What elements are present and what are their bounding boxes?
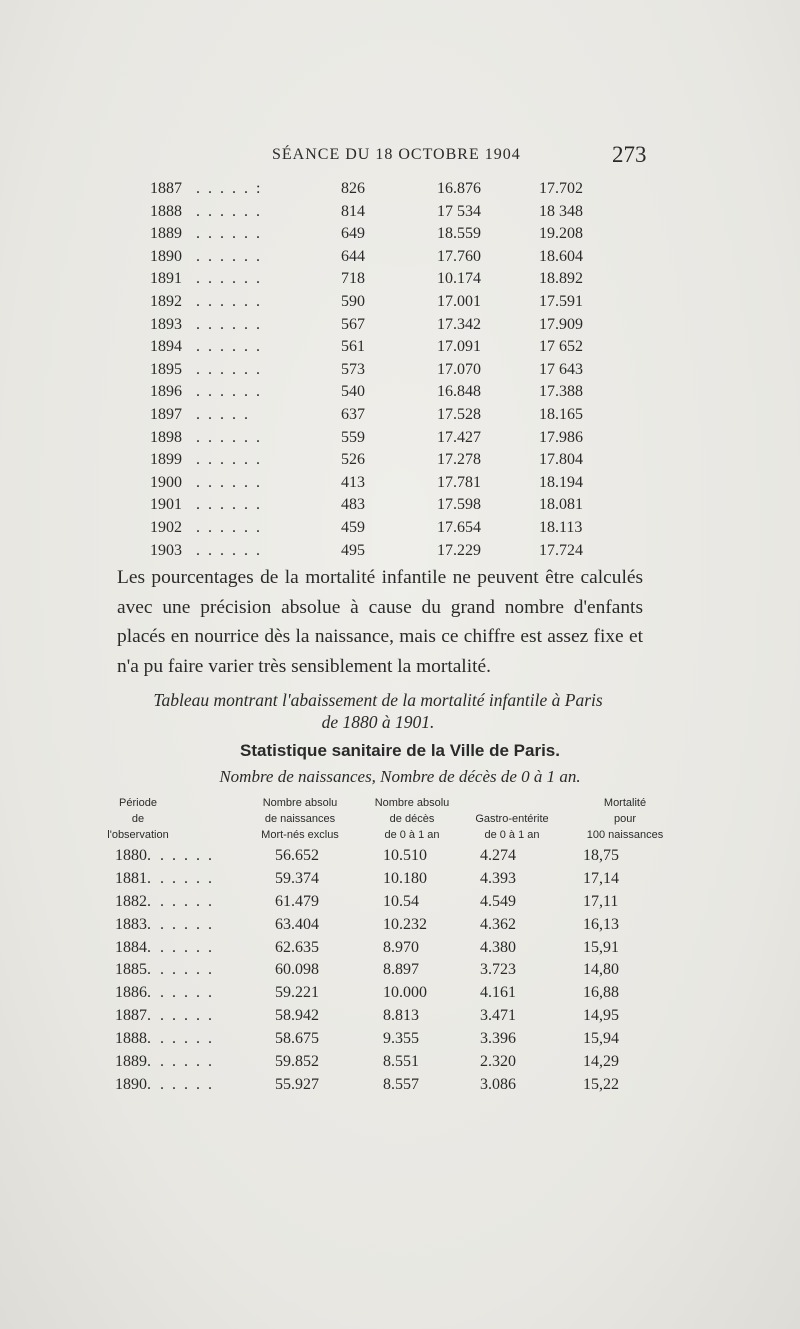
row-value-3: 17 652 <box>539 338 583 356</box>
row-value-2: 16.876 <box>437 180 481 197</box>
caption-line-1: Tableau montrant l'abaissement de la mortalité infantile à Paris <box>153 690 603 710</box>
row-year: 1893 <box>150 315 182 333</box>
table-row <box>0 870 800 893</box>
row-year: 1895 <box>150 360 182 378</box>
table-row <box>0 429 800 452</box>
header-line: de <box>131 813 145 825</box>
table-row <box>0 361 800 384</box>
table-row <box>0 542 800 565</box>
row-leader-dots: . . . . . <box>196 405 250 423</box>
row-value-2: 17 534 <box>437 202 481 220</box>
table-row <box>0 225 800 248</box>
row-value-2: 17.781 <box>437 473 481 491</box>
row-value-2: 17.654 <box>437 518 481 536</box>
row-value-2: 17.342 <box>437 315 481 333</box>
row-year: 1885. <box>115 961 151 979</box>
row-mortality: 15,94 <box>583 1030 619 1048</box>
row-mortality: 15,22 <box>583 1075 619 1093</box>
caption-line-2: de 1880 à 1901. <box>321 712 435 732</box>
table-row <box>0 203 800 226</box>
row-leader-dots: . . . . . <box>160 984 214 1002</box>
row-deaths: 8.557 <box>383 1075 419 1093</box>
row-leader-dots: . . . . . . <box>196 383 262 401</box>
row-value-2: 10.174 <box>437 270 481 288</box>
row-value-2: 18.559 <box>437 225 481 243</box>
row-value-3: 18.113 <box>539 518 583 536</box>
row-value-1: 573 <box>341 360 365 378</box>
row-value-1: 826 <box>341 180 365 197</box>
mortality-table-1887-1903 <box>0 180 800 564</box>
row-value-1: 413 <box>341 473 365 491</box>
page-number: 273 <box>612 142 647 167</box>
row-value-2: 17.427 <box>437 428 481 446</box>
row-value-3: 17.591 <box>539 292 583 310</box>
table-row <box>0 180 800 203</box>
row-year: 1883. <box>115 915 151 933</box>
row-value-1: 567 <box>341 315 365 333</box>
row-value-2: 17.760 <box>437 247 481 265</box>
row-births: 60.098 <box>275 961 319 979</box>
row-value-1: 459 <box>341 518 365 536</box>
statistique-title: Statistique sanitaire de la Ville de Paris. <box>240 741 560 760</box>
table-row <box>0 1053 800 1076</box>
row-year: 1880. <box>115 847 151 864</box>
header-line: de 0 à 1 an <box>384 829 440 841</box>
row-value-3: 18.604 <box>539 247 583 265</box>
header-line: l'observation <box>107 829 169 841</box>
row-leader-dots: . . . . . <box>160 847 214 864</box>
row-leader-dots: . . . . . . <box>196 270 262 288</box>
row-value-3: 17 643 <box>539 360 583 378</box>
row-year: 1897 <box>150 405 182 423</box>
row-births: 59.221 <box>275 984 319 1002</box>
row-births: 58.675 <box>275 1030 319 1048</box>
header-column <box>366 795 458 843</box>
header-column <box>462 795 562 843</box>
row-year: 1888. <box>115 1030 151 1048</box>
row-mortality: 14,80 <box>583 961 619 979</box>
row-leader-dots: . . . . . <box>160 869 214 887</box>
row-deaths: 10.000 <box>383 984 427 1002</box>
row-deaths: 8.813 <box>383 1007 419 1025</box>
row-gastro: 2.320 <box>480 1053 516 1071</box>
row-leader-dots: . . . . . . <box>196 541 262 559</box>
row-year: 1891 <box>150 270 182 288</box>
row-value-2: 17.528 <box>437 405 481 423</box>
row-value-3: 17.724 <box>539 541 583 559</box>
row-value-1: 644 <box>341 247 365 265</box>
row-value-3: 18.194 <box>539 473 583 491</box>
row-births: 55.927 <box>275 1075 319 1093</box>
row-value-2: 16.848 <box>437 383 481 401</box>
row-leader-dots: . . . . . . <box>196 225 262 243</box>
row-gastro: 3.471 <box>480 1007 516 1025</box>
header-line: Période <box>119 797 157 809</box>
row-year: 1889. <box>115 1053 151 1071</box>
row-deaths: 8.897 <box>383 961 419 979</box>
row-value-3: 17.804 <box>539 451 583 469</box>
header-line: de 0 à 1 an <box>484 829 540 841</box>
row-leader-dots: . . . . . <box>160 915 214 933</box>
row-value-3: 18.081 <box>539 496 583 514</box>
row-leader-dots: . . . . . . <box>196 292 262 310</box>
row-leader-dots: . . . . . . <box>196 202 262 220</box>
header-line: Gastro-entérite <box>475 813 549 825</box>
header-column <box>98 795 178 843</box>
row-deaths: 10.54 <box>383 892 419 910</box>
statistique-subtitle: Nombre de naissances, Nombre de décès de 0 à 1 an. <box>219 767 581 786</box>
table-row <box>0 1030 800 1053</box>
table-row <box>0 496 800 519</box>
row-value-2: 17.598 <box>437 496 481 514</box>
row-gastro: 4.274 <box>480 847 516 864</box>
header-line: Mort-nés exclus <box>261 829 339 841</box>
row-leader-dots: . . . . . : <box>196 180 263 197</box>
row-value-2: 17.091 <box>437 338 481 356</box>
row-year: 1899 <box>150 451 182 469</box>
row-leader-dots: . . . . . . <box>196 338 262 356</box>
row-leader-dots: . . . . . <box>160 1007 214 1025</box>
row-births: 61.479 <box>275 892 319 910</box>
row-leader-dots: . . . . . <box>160 1053 214 1071</box>
header-column <box>246 795 354 843</box>
row-leader-dots: . . . . . . <box>196 518 262 536</box>
row-births: 59.852 <box>275 1053 319 1071</box>
row-year: 1900 <box>150 473 182 491</box>
row-leader-dots: . . . . . <box>160 1075 214 1093</box>
row-value-1: 526 <box>341 451 365 469</box>
row-gastro: 3.396 <box>480 1030 516 1048</box>
row-gastro: 4.393 <box>480 869 516 887</box>
row-year: 1898 <box>150 428 182 446</box>
row-value-3: 17.702 <box>539 180 583 197</box>
table-row <box>0 893 800 916</box>
row-year: 1890. <box>115 1075 151 1093</box>
table-row <box>0 984 800 1007</box>
table-row <box>0 916 800 939</box>
row-leader-dots: . . . . . . <box>196 451 262 469</box>
table-row <box>0 316 800 339</box>
header-line: 100 naissances <box>586 829 664 841</box>
row-births: 56.652 <box>275 847 319 864</box>
table-row <box>0 383 800 406</box>
row-mortality: 16,13 <box>583 915 619 933</box>
header-line: de décès <box>389 813 435 825</box>
row-value-1: 559 <box>341 428 365 446</box>
row-year: 1894 <box>150 338 182 356</box>
row-gastro: 3.086 <box>480 1075 516 1093</box>
row-mortality: 17,14 <box>583 869 619 887</box>
row-mortality: 14,29 <box>583 1053 619 1071</box>
row-leader-dots: . . . . . <box>160 938 214 956</box>
row-mortality: 14,95 <box>583 1007 619 1025</box>
row-year: 1887 <box>150 180 182 197</box>
header-column <box>580 795 670 843</box>
row-births: 63.404 <box>275 915 319 933</box>
row-gastro: 4.362 <box>480 915 516 933</box>
row-year: 1881. <box>115 869 151 887</box>
row-deaths: 9.355 <box>383 1030 419 1048</box>
row-value-3: 19.208 <box>539 225 583 243</box>
table-caption <box>110 689 646 733</box>
header-line: Nombre absolu <box>374 797 450 809</box>
row-year: 1884. <box>115 938 151 956</box>
row-deaths: 10.232 <box>383 915 427 933</box>
row-year: 1890 <box>150 247 182 265</box>
row-leader-dots: . . . . . . <box>196 473 262 491</box>
row-gastro: 4.161 <box>480 984 516 1002</box>
page-header <box>0 142 800 176</box>
table-row <box>0 248 800 271</box>
row-leader-dots: . . . . . . <box>196 428 262 446</box>
row-year: 1903 <box>150 541 182 559</box>
row-value-3: 18.892 <box>539 270 583 288</box>
row-births: 62.635 <box>275 938 319 956</box>
row-value-1: 483 <box>341 496 365 514</box>
row-value-1: 590 <box>341 292 365 310</box>
row-gastro: 3.723 <box>480 961 516 979</box>
row-deaths: 10.180 <box>383 869 427 887</box>
row-year: 1886. <box>115 984 151 1002</box>
row-value-3: 17.388 <box>539 383 583 401</box>
table-row <box>0 1076 800 1099</box>
header-line: Mortalité <box>603 797 647 809</box>
row-year: 1888 <box>150 202 182 220</box>
table-row <box>0 519 800 542</box>
row-leader-dots: . . . . . . <box>196 360 262 378</box>
row-year: 1882. <box>115 892 151 910</box>
row-births: 58.942 <box>275 1007 319 1025</box>
row-value-3: 18.165 <box>539 405 583 423</box>
header-line: pour <box>613 813 637 825</box>
row-mortality: 18,75 <box>583 847 619 864</box>
mortality-table-1880-1890 <box>0 847 800 1099</box>
row-value-1: 561 <box>341 338 365 356</box>
table-row <box>0 847 800 870</box>
row-value-1: 637 <box>341 405 365 423</box>
row-year: 1896 <box>150 383 182 401</box>
table-row <box>0 961 800 984</box>
header-line: de naissances <box>264 813 336 825</box>
row-leader-dots: . . . . . . <box>196 496 262 514</box>
row-gastro: 4.549 <box>480 892 516 910</box>
row-leader-dots: . . . . . . <box>196 247 262 265</box>
row-leader-dots: . . . . . <box>160 961 214 979</box>
running-title: SÉANCE DU 18 OCTOBRE 1904 <box>272 146 521 163</box>
row-year: 1892 <box>150 292 182 310</box>
row-value-2: 17.001 <box>437 292 481 310</box>
row-year: 1902 <box>150 518 182 536</box>
table-row <box>0 451 800 474</box>
table-row <box>0 270 800 293</box>
row-value-1: 495 <box>341 541 365 559</box>
row-mortality: 15,91 <box>583 938 619 956</box>
table-row <box>0 293 800 316</box>
row-value-3: 17.986 <box>539 428 583 446</box>
row-deaths: 8.551 <box>383 1053 419 1071</box>
row-gastro: 4.380 <box>480 938 516 956</box>
row-value-3: 18 348 <box>539 202 583 220</box>
row-value-1: 540 <box>341 383 365 401</box>
lower-table-header <box>0 795 800 845</box>
body-paragraph: Les pourcentages de la mortalité infantile ne peuvent être calculés avec une précision absolue à cause du grand nombre d'enfants placés en nourrice dès la naissance, mais ce chiffre est assez fixe et n'a pu faire varier très sensiblement la mortalité. <box>117 567 643 677</box>
row-value-2: 17.278 <box>437 451 481 469</box>
row-year: 1887. <box>115 1007 151 1025</box>
row-deaths: 8.970 <box>383 938 419 956</box>
row-births: 59.374 <box>275 869 319 887</box>
row-leader-dots: . . . . . . <box>196 315 262 333</box>
header-line <box>462 795 562 811</box>
row-year: 1889 <box>150 225 182 243</box>
row-deaths: 10.510 <box>383 847 427 864</box>
table-row <box>0 939 800 962</box>
row-value-1: 649 <box>341 225 365 243</box>
row-value-2: 17.229 <box>437 541 481 559</box>
row-leader-dots: . . . . . <box>160 1030 214 1048</box>
row-value-2: 17.070 <box>437 360 481 378</box>
row-mortality: 17,11 <box>583 892 619 910</box>
row-value-1: 718 <box>341 270 365 288</box>
table-row <box>0 474 800 497</box>
table-row <box>0 338 800 361</box>
row-value-1: 814 <box>341 202 365 220</box>
row-value-3: 17.909 <box>539 315 583 333</box>
table-row <box>0 406 800 429</box>
row-mortality: 16,88 <box>583 984 619 1002</box>
row-leader-dots: . . . . . <box>160 892 214 910</box>
header-line: Nombre absolu <box>262 797 338 809</box>
table-row <box>0 1007 800 1030</box>
row-year: 1901 <box>150 496 182 514</box>
